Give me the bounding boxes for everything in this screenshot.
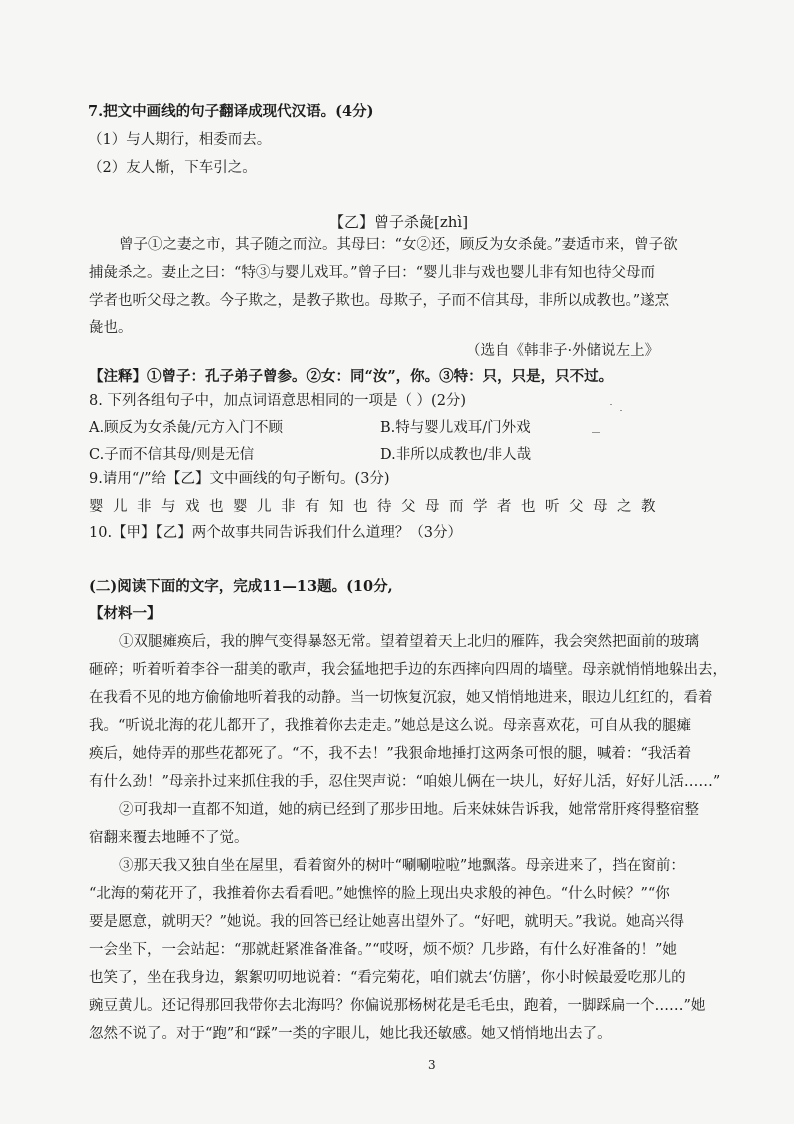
passage-yi-line: 捕彘杀之。妻止之曰：“特③与婴儿戏耳。”曾子曰：“婴儿非与戏也婴儿非有知也待父母而 — [89, 265, 655, 281]
q8-option-b: B.特与婴儿戏耳/门外戏 — [380, 420, 531, 436]
material-1-line: 我。“听说北海的花儿都开了，我推着你去走走。”她总是这么说。母亲喜欢花，可自从我的腿瘫 — [89, 718, 692, 734]
q9-sentence: 婴儿非与戏也婴儿非有知也待父母而学者也听父母之教 — [89, 499, 665, 515]
q7-stem: 7.把文中画线的句子翻译成现代汉语。(4分) — [88, 103, 374, 120]
material-1-line: 有什么劲！”母亲扑过来抓住我的手，忍住哭声说：“咱娘儿俩在一块儿，好好儿活，好好儿活……” — [89, 774, 721, 790]
scan-speck — [620, 410, 622, 411]
material-1-label: 【材料一】 — [89, 605, 162, 622]
material-1-line: 忽然不说了。对于“跑”和“踩”一类的字眼儿，她比我还敏感。她又悄悄地出去了。 — [89, 1026, 612, 1042]
passage-yi-notes: 【注释】①曾子：孔子弟子曾参。②女：同“汝”，你。③特：只，只是，只不过。 — [89, 368, 614, 385]
passage-yi-line: 彘也。 — [89, 320, 133, 336]
q9-stem: 9.请用“/”给【乙】文中画线的句子断句。(3分) — [89, 471, 390, 487]
q7-item-2: （2）友人惭，下车引之。 — [88, 160, 257, 176]
material-1-line: ②可我却一直都不知道，她的病已经到了那步田地。后来妹妹告诉我，她常常肝疼得整宿整 — [119, 802, 699, 818]
scan-speck — [592, 432, 600, 433]
material-1-line: 也笑了，坐在我身边，絮絮叨叨地说着：“看完菊花，咱们就去‘仿膳’，你小时候最爱吃那儿的 — [89, 970, 686, 986]
material-1-line: 一会坐下，一会站起：“那就赶紧准备准备。”“哎呀，烦不烦？几步路，有什么好准备的！”她 — [89, 942, 677, 958]
material-1-line: 砸碎；听着听着李谷一甜美的歌声，我会猛地把手边的东西摔向四周的墙壁。母亲就悄悄地躲出去， — [89, 662, 727, 678]
q8-stem: 8. 下列各组句子中，加点词语意思相同的一项是（ ）(2分) — [89, 393, 467, 409]
material-1-line: ①双腿瘫痪后，我的脾气变得暴怒无常。望着望着天上北归的雁阵，我会突然把面前的玻璃 — [119, 634, 699, 650]
q8-option-c: C.子而不信其母/则是无信 — [89, 447, 255, 463]
material-1-line: 在我看不见的地方偷偷地听着我的动静。当一切恢复沉寂，她又悄悄地进来，眼边儿红红的，看着 — [89, 690, 713, 706]
material-1-line: 要是愿意，就明天？”她说。我的回答已经让她喜出望外了。“好吧，就明天。”我说。她高兴得 — [89, 914, 684, 930]
q7-item-1: （1）与人期行，相委而去。 — [88, 132, 272, 148]
passage-yi-line: 学者也听父母之教。今子欺之，是教子欺也。母欺子，子而不信其母，非所以成教也。”遂烹 — [89, 293, 670, 309]
scan-speck — [610, 404, 612, 405]
section-2-heading: (二)阅读下面的文字，完成11—13题。(10分, — [89, 578, 393, 595]
passage-yi-source: （选自《韩非子·外储说左上》 — [466, 343, 660, 359]
material-1-line: 宿翻来覆去地睡不了觉。 — [89, 830, 249, 846]
q8-option-d: D.非所以成教也/非人哉 — [380, 447, 532, 463]
page-number: 3 — [428, 1058, 436, 1072]
passage-yi-line: 曾子①之妻之市，其子随之而泣。其母曰：“女②还，顾反为女杀彘。”妻适市来，曾子欲 — [119, 237, 678, 253]
material-1-line: 豌豆黄儿。还记得那回我带你去北海吗？你偏说那杨树花是毛毛虫，跑着，一脚踩扁一个……”她 — [89, 998, 706, 1014]
passage-yi-title: 【乙】曾子杀彘[zhì] — [329, 213, 469, 231]
q8-option-a: A.顾反为女杀彘/元方入门不顾 — [89, 420, 283, 436]
material-1-line: ③那天我又独自坐在屋里，看着窗外的树叶“唰唰啦啦”地飘落。母亲进来了，挡在窗前： — [119, 858, 685, 874]
material-1-line: 痪后，她侍弄的那些花都死了。“不，我不去！”我狠命地捶打这两条可恨的腿，喊着：“我活着 — [89, 746, 692, 762]
q10-stem: 10.【甲】【乙】两个故事共同告诉我们什么道理？（3分） — [89, 525, 463, 541]
material-1-line: “北海的菊花开了，我推着你去看看吧。”她憔悴的脸上现出央求般的神色。“什么时候？”“你 — [89, 886, 670, 902]
